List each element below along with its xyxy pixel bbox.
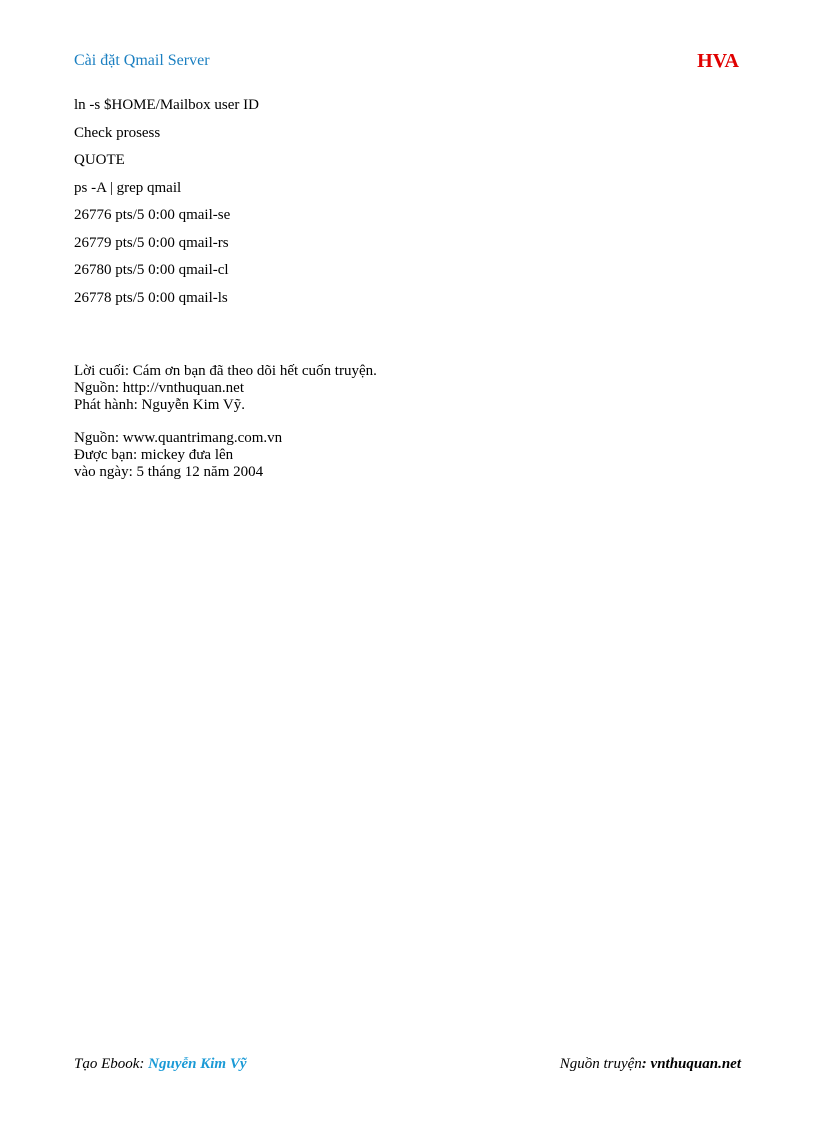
closing-notes <box>74 363 377 481</box>
footer-source-site: vnthuquan.net <box>650 1056 741 1072</box>
content-line: 26776 pts/5 0:00 qmail-se <box>74 207 231 223</box>
closing-last-words: Lời cuối: Cám ơn bạn đã theo dõi hết cuốn truyện. <box>74 363 377 379</box>
footer-source-label: Nguồn truyện <box>559 1056 642 1072</box>
content-line: 26779 pts/5 0:00 qmail-rs <box>74 234 229 251</box>
footer-ebook-credit <box>74 1056 247 1073</box>
closing-posted-by: Được bạn: mickey đưa lên <box>74 447 234 463</box>
closing-source-2: Nguồn: www.quantrimang.com.vn <box>74 430 283 446</box>
footer-source-credit <box>560 1056 741 1073</box>
content-line: 26780 pts/5 0:00 qmail-cl <box>74 262 229 278</box>
page-header-title: Cài đặt Qmail Server <box>74 52 210 69</box>
footer-ebook-separator: : <box>139 1056 149 1072</box>
closing-source: Nguồn: http://vnthuquan.net <box>74 380 244 396</box>
footer-source-separator: : <box>641 1056 651 1072</box>
content-line: ln -s $HOME/Mailbox user ID <box>74 97 259 113</box>
content-line: Check prosess <box>74 124 161 141</box>
closing-posted-date: vào ngày: 5 tháng 12 năm 2004 <box>74 464 264 480</box>
closing-publisher: Phát hành: Nguyễn Kim Vỹ. <box>74 397 245 413</box>
content-line: 26778 pts/5 0:00 qmail-ls <box>74 289 228 306</box>
content-lines <box>74 95 259 315</box>
content-line: QUOTE <box>74 152 125 168</box>
content-line: ps -A | grep qmail <box>74 179 182 196</box>
footer-ebook-author: Nguyễn Kim Vỹ <box>148 1056 247 1072</box>
page-header-brand: HVA <box>697 50 739 72</box>
footer-ebook-label: Tạo Ebook <box>74 1056 140 1072</box>
